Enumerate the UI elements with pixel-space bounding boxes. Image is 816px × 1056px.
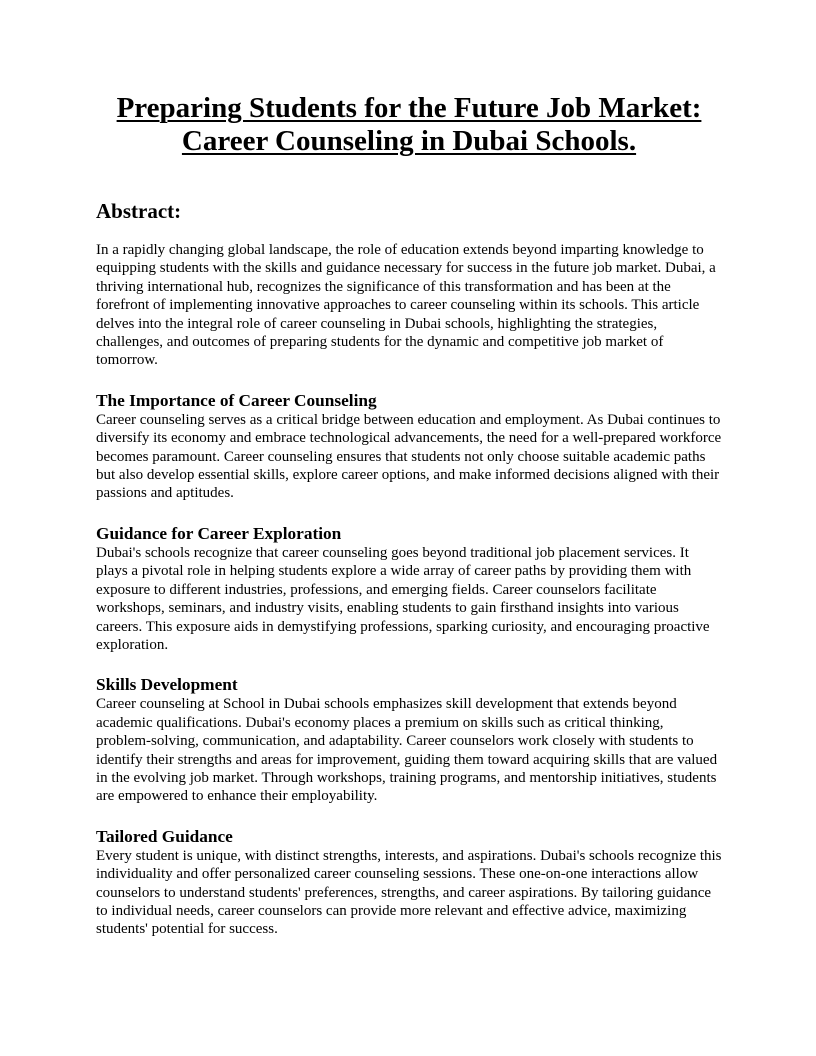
section-heading: Guidance for Career Exploration	[96, 523, 342, 543]
section-paragraph: Dubai's schools recognize that career counseling goes beyond traditional job placement services. It plays a pivotal role in helping students explore a wide array of career paths by providing them with exposure to different industries, professions, and emerging fields. Career counselors facilitate workshops, seminars, and industry visits, enabling students to gain firsthand insights into various careers. This exposure aids in demystifying professions, sparking curiosity, and encouraging proactive exploration.	[96, 544, 710, 653]
section-heading: The Importance of Career Counseling	[96, 390, 377, 410]
abstract-heading: Abstract:	[96, 199, 182, 223]
section-heading: Skills Development	[96, 675, 238, 695]
section-skills	[96, 675, 722, 805]
document-page	[96, 92, 722, 939]
title-line-1: Preparing Students for the Future Job Market:	[116, 92, 702, 124]
section-exploration	[96, 524, 722, 654]
document-title	[96, 92, 722, 158]
section-paragraph: Career counseling serves as a critical bridge between education and employment. As Dubai continues to diversify its economy and embrace technological advancements, the need for a well-prepared workforce becomes paramount. Career counseling ensures that students not only choose suitable academic paths but also develop essential skills, explore career options, and make informed decisions aligned with their passions and aptitudes.	[96, 411, 722, 502]
section-paragraph: Career counseling at School in Dubai schools emphasizes skill development that extends beyond academic qualifications. Dubai's economy places a premium on skills such as critical thinking, problem-solving, communication, and adaptability. Career counselors work closely with students to identify their strengths and areas for improvement, guiding them toward acquiring skills that are valued in the evolving job market. Through workshops, training programs, and mentorship initiatives, students are empowered to enhance their employability.	[96, 696, 718, 805]
section-paragraph: Every student is unique, with distinct strengths, interests, and aspirations. Dubai's schools recognize this individuality and offer personalized career counseling sessions. These one-on-one interactions allow counselors to understand students' preferences, strengths, and career aspirations. By tailoring guidance to individual needs, career counselors can provide more relevant and effective advice, maximizing students' potential for success.	[96, 847, 722, 938]
section-tailored	[96, 827, 722, 939]
section-importance	[96, 391, 722, 503]
title-line-2: Career Counseling in Dubai Schools.	[181, 125, 637, 157]
section-heading: Tailored Guidance	[96, 826, 233, 846]
abstract-paragraph: In a rapidly changing global landscape, the role of education extends beyond imparting knowledge to equipping students with the skills and guidance necessary for success in the future job market. Dubai, a thriving international hub, recognizes the significance of this transformation and has been at the forefront of implementing innovative approaches to career counseling within its schools. This article delves into the integral role of career counseling in Dubai schools, highlighting the strategies, challenges, and outcomes of preparing students for the dynamic and competitive job market of tomorrow.	[96, 242, 716, 369]
